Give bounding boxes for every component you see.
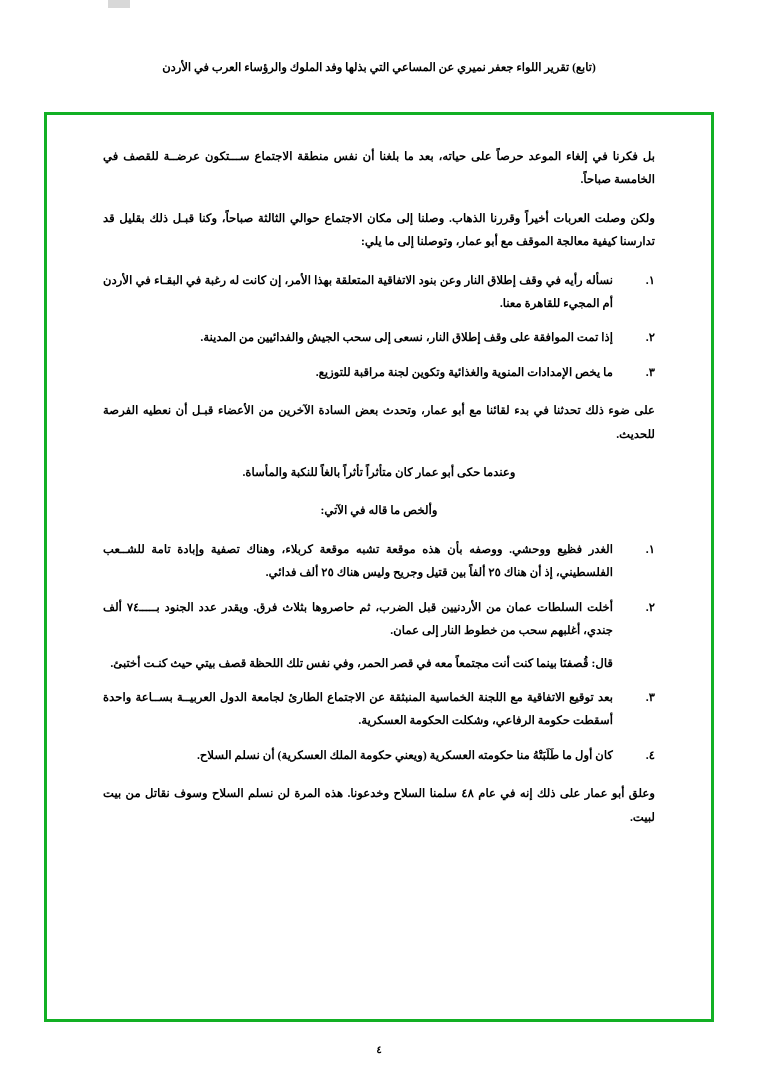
- list-item-text: كان أول ما طَلَبَتْهُ منا حكومته العسكرية (ويعني حكومة الملك العسكرية) أن نسلم السلاح.: [196, 748, 613, 762]
- page-title: (تابع) تقرير اللواء جعفر نميري عن المساعي التي بذلها وفد الملوك والرؤساء العرب في الأردن: [162, 62, 596, 74]
- list-item: [103, 326, 655, 349]
- paragraph-5: وألخص ما قاله في الآتي:: [320, 504, 438, 518]
- numbered-list-first: [103, 269, 655, 385]
- paragraph-6: وعلق أبو عمار على ذلك إنه في عام ٤٨ سلمنا السلاح وخدعونا. هذه المرة لن نسلم السلاح وسوف نقاتل من بيت لبيت.: [103, 787, 655, 824]
- paragraph-4: وعندما حكى أبو عمار كان متأثراً تأثراً بالغاً للنكبة والمأساة.: [242, 466, 516, 480]
- paragraph-2: ولكن وصلت العربات أخيراً وقررنا الذهاب. وصلنا إلى مكان الاجتماع حوالي الثالثة صباحاً، وكنا قبـل ذلك بقليل قد تدارسنا كيفية معالجة الموقف مع أبو عمار، وتوصلنا إلى ما يلي:: [103, 211, 655, 249]
- list-item: [103, 596, 655, 675]
- document-body: [103, 145, 655, 844]
- list-item-text: أخلت السلطات عمان من الأردنيين قبل الضرب، ثم حاصروها بثلاث فرق. ويقدر عدد الجنود بـــــ٧٤ ألف جندي، أغلبهم سحب من خطوط النار إلى عمان.: [103, 600, 613, 638]
- list-item-marker: ١.: [645, 542, 655, 556]
- list-item-marker: ٣.: [645, 365, 655, 379]
- list-item-text: الغدر فظيع ووحشي. ووصفه بأن هذه موقعة تشبه موقعة كربلاء، وهناك تصفية وإبادة تامة للشــعب الفلسطيني، إذ أن هناك ٢٥ ألفاً بين قتيل وجريح وليس هناك ٢٥ ألف فدائي.: [103, 542, 613, 580]
- paragraph-1: بل فكرنا في إلغاء الموعد حرصاً على حياته، بعد ما بلغنا أن نفس منطقة الاجتماع ســـتكون عرضــة للقصف في الخامسة صباحاً.: [103, 150, 655, 187]
- list-item-note: قال: قُصفنَا بينما كنت أنت مجتمعاً معه في قصر الحمر، وفي نفس تلك اللحظة قصف بيتي حيث كنـت أختبئ.: [110, 656, 613, 670]
- list-item-text: ما يخص الإمدادات المنوية والغذائية وتكوين لجنة مراقبة للتوزيع.: [315, 365, 613, 379]
- list-item: [103, 686, 655, 733]
- list-item-marker: ٢.: [645, 331, 655, 345]
- list-item: [103, 269, 655, 316]
- list-item: [103, 361, 655, 384]
- page-number: ٤: [376, 1045, 382, 1056]
- numbered-list-second: [103, 538, 655, 767]
- list-item: [103, 538, 655, 585]
- list-item-text: بعد توقيع الاتفاقية مع اللجنة الخماسية المنبثقة عن الاجتماع الطارئ لجامعة الدول العربيــة بســاعة واحدة أسقطت حكومة الرفاعي، وشكلت الحكومة العسكرية.: [103, 690, 613, 728]
- list-item-marker: ٣.: [645, 690, 655, 704]
- paragraph-3: على ضوء ذلك تحدثنا في بدء لقائنا مع أبو عمار، وتحدث بعض السادة الآخرين من الأعضاء قبـل أن نعطيه الفرصة للحديث.: [103, 404, 655, 441]
- content-border-frame: [44, 112, 714, 1022]
- list-item: [103, 744, 655, 767]
- list-item-text: نسأله رأيه في وقف إطلاق النار وعن بنود الاتفاقية المتعلقة بهذا الأمر، إن كانت له رغبة في البقـاء في الأردن أم المجيء للقاهرة معنا.: [103, 273, 613, 311]
- list-item-marker: ٢.: [645, 600, 655, 614]
- scan-artifact-mark: [108, 0, 130, 8]
- list-item-marker: ١.: [645, 273, 655, 287]
- list-item-text: إذا تمت الموافقة على وقف إطلاق النار، نسعى إلى سحب الجيش والفدائيين من المدينة.: [200, 331, 613, 345]
- list-item-marker: ٤.: [645, 748, 655, 762]
